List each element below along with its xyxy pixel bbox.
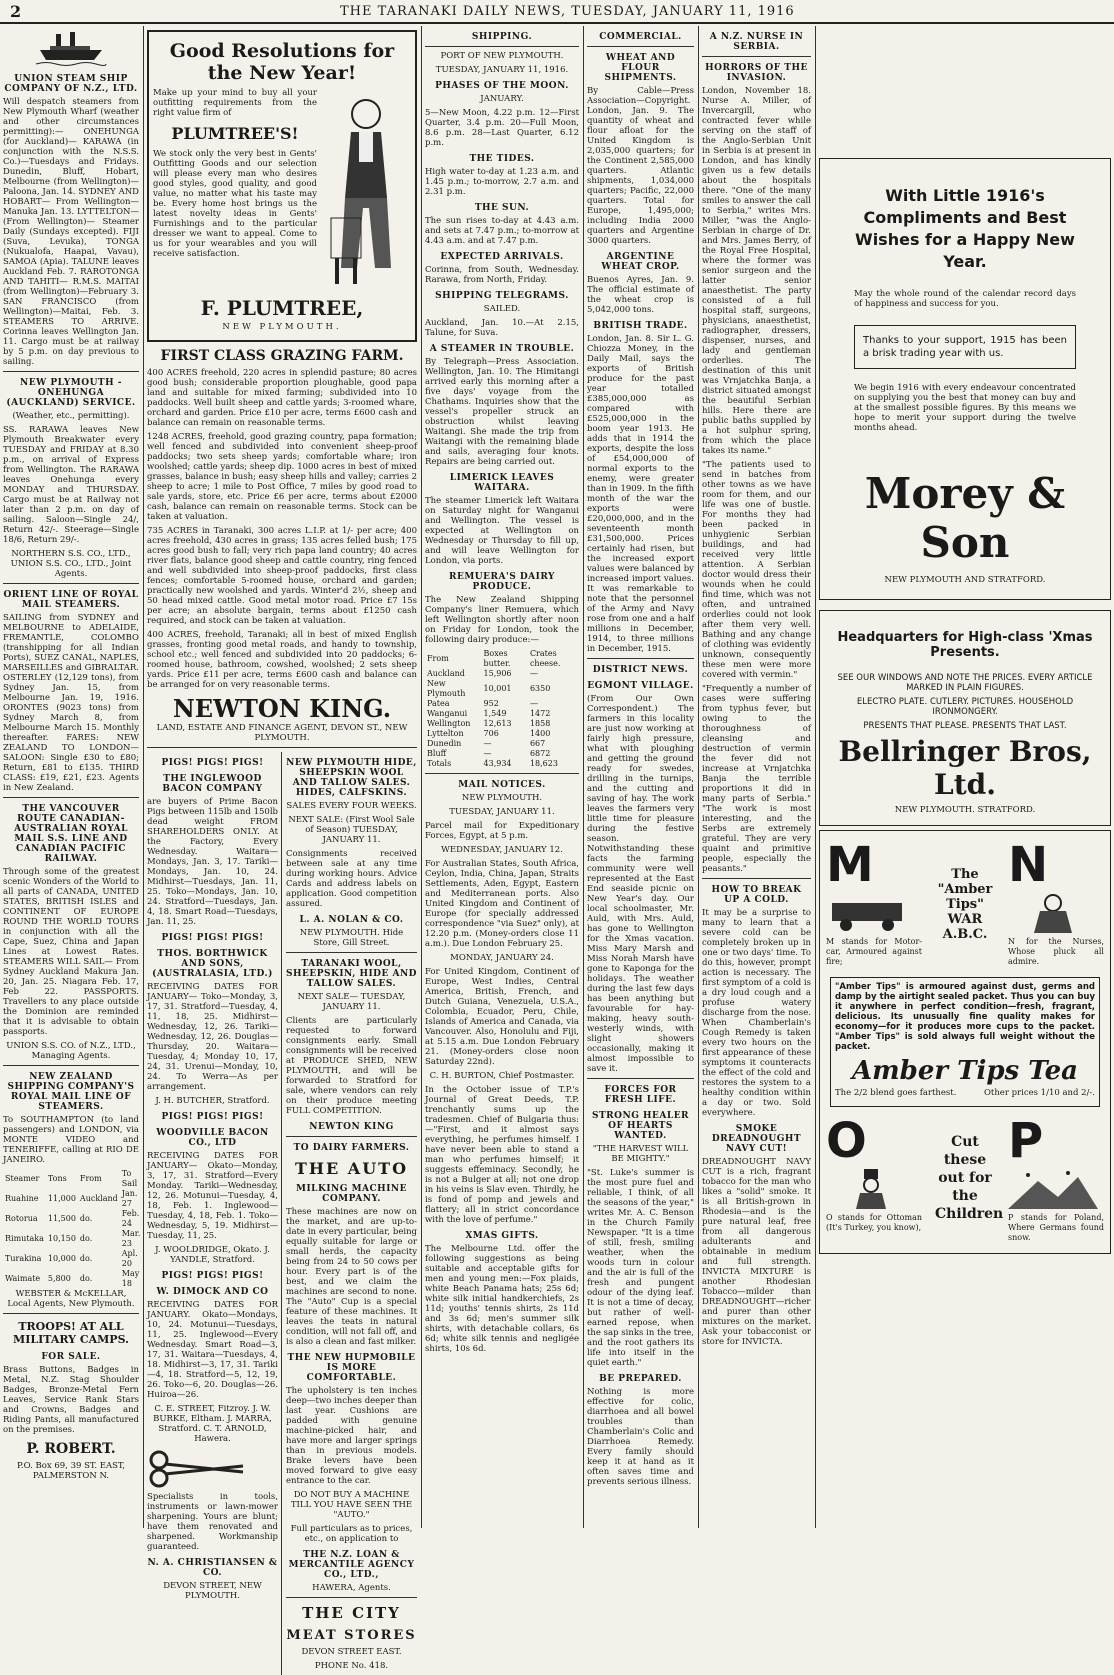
taranaki-wool-heading: TARANAKI WOOL, SHEEPSKIN, HIDE AND TALLOW SALES. [286, 959, 417, 989]
healer-heading: STRONG HEALER OF HEARTS WANTED. [591, 1111, 690, 1141]
sailed-heading: SAILED. [483, 304, 521, 314]
table-cell: Wellington [427, 719, 471, 728]
usc-text: Will despatch steamers from New Plymouth Wharf (weather and other circumstances permitting):— ONEHUNGA (for Auckland)— KARAWA (in conjunction with the N.S.S. Co.)—Tuesdays and Fridays. Dunedin, Bluff, Hobart, Melbourne (from Wellington)—Paloona, Jan. 14. SYDNEY AND HOBART— From Wellington—Manuka Jan. 13. LYTTELTON— (From Wellington)— Steamer Daily (Sundays excepted). FIJI (Suva, Levuka), TONGA (Nukualofa, Haapai, Vavau), SAMOA (Apia). TALUNE leaves Auckland Feb. 7. RAROTONGA AND TAHITI— R.M.S. MAITAI (from Wellington)—February 3. SAN FRANCISCO (from Wellington)—Maitai, Feb. 3. STEAMERS TO ARRIVE. Corinna leaves Wellington Jan. 11. Cargo must be at railway by 5 p.m. on day previous to sailing. [3, 97, 139, 367]
table-cell: Auckland [79, 1194, 118, 1203]
auto-subheading: MILKING MACHINE COMPANY. [296, 1184, 407, 1204]
table-row [3, 1209, 142, 1229]
newton-king-sub: LAND, ESTATE AND FINANCE AGENT, DEVON ST., NEW PLYMOUTH. [156, 723, 408, 743]
robert-name: P. ROBERT. [26, 1441, 116, 1457]
column-shipping-ads [3, 26, 139, 1528]
borthwick-heading: THOS. BORTHWICK AND SONS, (AUSTRALASIA, LTD.) [152, 949, 273, 979]
pigs-heading: PIGS! PIGS! PIGS! [161, 933, 264, 943]
mail-date: TUESDAY, JANUARY 11. [449, 807, 555, 817]
auto-heading: THE AUTO [295, 1159, 408, 1178]
table-cell: do. [79, 1234, 93, 1243]
plumtree-name: PLUMTREE'S! [171, 124, 299, 143]
column-rule [143, 26, 144, 1528]
sun-heading: THE SUN. [474, 203, 530, 213]
nzs-heading: NEW ZEALAND SHIPPING COMPANY'S ROYAL MAIL LINE OF STEAMERS. [7, 1072, 135, 1112]
dimock-signature: C. E. STREET, Fitzroy. J. W. BURKE, Eltham. J. MARRA, Stratford. C. T. ARNOLD, Hawera. [153, 1404, 272, 1444]
table-cell: Rimutaka [5, 1234, 44, 1243]
plumtree-intro: Make up your mind to buy all your outfitting requirements from the right value firm of [153, 88, 317, 118]
egmont-text: (From Our Own Correspondent.) The farmers in this locality are just now working at fairly high pressure, what with ploughing and getting the ground ready for swedes, drilling in the turnips, and the cutting and saving of hay. The work leaves the farmers very little time for pleasure during the festive season. Notwithstanding these facts the farming community were well represented at the East End seaside picnic on New Year's day. Our local schoolmaster, Mr. Auld, with Mrs. Auld, has gone to Wellington for the Xmas vacation. Miss Mary Marsh and Miss Norah Marsh have gone to Kaponga for the holidays. The weather during the last few days has been anything but favourable for hay-making, heavy south-westerly winds, with slight showers occasionally, making it almost impossible to save it. [587, 694, 694, 1074]
np-agents: NORTHERN S.S. CO., LTD., UNION S.S. CO., LTD., Joint Agents. [10, 549, 132, 579]
dimock-text: RECEIVING DATES FOR JANUARY. Okato—Mondays, 10, 24. Motunui—Tuesdays, 11, 25. Inglewood—Every Wednesday. Smart Road—3, 17, 31. Waitara—Tuesdays, 4, 18. Midhirst—3, 17, 31. Tariki—4, 18. Stratford—5, 12, 19, 26. Toko—6, 20. Douglas—26. Huiroa—26. [147, 1300, 278, 1400]
table-cell: 43,934 [483, 759, 512, 768]
table-cell: Apl. 20 [121, 1249, 138, 1268]
table-header: Tons [47, 1174, 67, 1183]
moon-text: 5—New Moon, 4.22 p.m. 12—First Quarter, 3.4 p.m. 20—Full Moon, 8.6 p.m. 28—Last Quarter, 6.12 p.m. [425, 108, 579, 148]
christiansen-heading: N. A. CHRISTIANSEN & CO. [147, 1558, 278, 1578]
loan-heading: THE N.Z. LOAN & MERCANTILE AGENCY CO., LTD., [288, 1550, 415, 1580]
egmont-heading: EGMONT VILLAGE. [587, 681, 694, 691]
divider [3, 583, 139, 584]
farm-1248: 1248 ACRES, freehold, good grazing country, papa formation; well fenced and subdivided into convenient sheep-proof paddocks; two sets sheep yards; comfortable whare; iron woolshed; cattle yards; sheep dip. 1000 acres in best of mixed grasses, balance in bush; easy sheep hills and valley; carries 2 sheep to acre; 1 mile to Post Office, 7 miles by good road to sale yards, store, etc. Price £6 per acre, terms about £2000 cash, balance can remain on reasonable terms. Stock can be taken at valuation. [147, 432, 417, 522]
loan-town: HAWERA, Agents. [312, 1583, 391, 1593]
british-trade-text: London, Jan. 8. Sir L. G. Chiozza Money, in the Daily Mail, says the exports of British produce for the past year totalled £385,000,000 as compared with £525,000,000 in the boom year 1913. He adds that in 1914 the exports, despite the loss of £54,000,000 of normal exports to the enemy, were greater than in 1909. In the fifth month of the war the exports were £20,000,000, and in the seventeenth month £31,500,000. Prices certainly had risen, but the increased export values were balanced by increased import values. It was remarkable to note that the personnel of the Army and Navy rose from one and a half millions in December, 1914, to three millions in December, 1915. [587, 334, 694, 654]
hq-heading: Headquarters for High-class 'Xmas Presents. [837, 630, 1093, 660]
usc-heading: UNION STEAM SHIP COMPANY OF N.Z., LTD. [4, 74, 138, 94]
mail-text-3: For United Kingdom, Continent of Europe, West Indies, Central America, British, French, and Dutch Guiana, Venezuela, U.S.A., Colombia, Ecuador, Peru, Chile, Islands of America and Canada, via Vancouver. Also, Honolulu and Fiji, at 5.15 a.m. Due London February 21. (Money-orders close noon Saturday 22nd). [425, 967, 579, 1067]
masthead [0, 0, 1114, 24]
farm-400: 400 ACRES freehold, 220 acres in splendid pasture; 80 acres good bush; considerable proportion ploughable, good papa land and suitable for mixed farming; subdivided into 10 paddocks. Well built sheep and cattle yards; 3-roomed whare, orchard and garden. Price £10 per acre, terms £600 cash and balance can remain on reasonable terms. [147, 368, 417, 428]
table-cell: Lyttelton [427, 729, 464, 738]
divider [3, 371, 139, 372]
table-cell: 6872 [529, 749, 551, 758]
table-cell: New Plymouth [427, 679, 466, 698]
scissors-text: Specialists in tools, instruments or lawn-mower sharpening. Yours are blunt; have them renovated and sharpened. Workmanship guaranteed. [147, 1492, 278, 1552]
shipping-heading: SHIPPING. [471, 32, 533, 42]
auto-warning: DO NOT BUY A MACHINE TILL YOU HAVE SEEN THE "AUTO." [290, 1490, 413, 1520]
vancouver-agents: UNION S.S. CO. of N.Z., LTD., Managing Agents. [6, 1041, 136, 1061]
inglewood-heading: THE INGLEWOOD BACON COMPANY [162, 774, 263, 794]
tides-heading: THE TIDES. [469, 154, 535, 164]
arrivals-heading: EXPECTED ARRIVALS. [440, 252, 564, 262]
amber-blend: The 2/2 blend goes farthest. [835, 1088, 957, 1098]
farm-400b: 400 ACRES, freehold, Taranaki; all in best of mixed English grasses, fronting good metal roads, and handy to township, school etc.; well fenced and subdivided into 20 paddocks; 6-roomed house, bathroom, cowshed, woolshed; 2 sets sheep yards. Price £11 per acre, terms £600 cash and balance can be arranged for on very reasonable terms. [147, 630, 417, 690]
commercial-heading: COMMERCIAL. [599, 32, 682, 42]
troops-heading: TROOPS! AT ALL MILITARY CAMPS. [13, 1320, 129, 1346]
table-cell: May 18 [121, 1269, 140, 1288]
column-nurse-serbia [702, 26, 811, 1528]
city-heading: THE CITY [302, 1604, 401, 1622]
thanks-box [854, 325, 1076, 369]
column-rule [698, 26, 699, 1528]
abc-m-caption: M stands for Motor-car, Armoured against fire; [826, 937, 922, 966]
abc-letter-m: M [826, 837, 874, 893]
table-header: From [79, 1174, 102, 1183]
amber-logo: Amber Tips Tea [851, 1056, 1078, 1086]
dairy-heading: TO DAIRY FARMERS. [293, 1143, 410, 1153]
table-cell: do. [79, 1274, 93, 1283]
table-cell: do. [79, 1214, 93, 1223]
vancouver-heading: THE VANCOUVER ROUTE CANADIAN-AUSTRALIAN ROYAL MAIL S.S. LINE AND CANADIAN PACIFIC RAILWAY. [14, 804, 128, 864]
spacer [819, 26, 1111, 154]
table-cell: 10,000 [47, 1254, 76, 1263]
hupmobile-text: The upholstery is ten inches deep—two inches deeper than last year. Cushions are padded with genuine machine-picked hair, and have more and larger springs than in previous models. Brake levers have been moved forward to give easy entrance to the car. [286, 1386, 417, 1486]
table-cell: Ruahine [5, 1194, 39, 1203]
plumtree-ad [147, 30, 417, 342]
divider [702, 56, 811, 57]
sun-text: The sun rises to-day at 4.43 a.m. and sets at 7.47 p.m.; to-morrow at 4.43 a.m. and at 7.47 p.m. [425, 216, 579, 246]
mail-heading: MAIL NOTICES. [458, 780, 546, 790]
nurse-text-3: "Frequently a number of cases were suffering from typhus fever, but owing to the thoroughness of cleansing and destruction of vermin the fever did not increase at Vrnjatchka Banja the terrible proportions it did in many parts of Serbia." "The work is most interesting, and the Serbs are extremely grateful. They are very quaint and primitive people, especially the peasants." [702, 684, 811, 874]
farm-735: 735 ACRES in Taranaki, 300 acres L.I.P. at 1/- per acre; 400 acres freehold, 430 acres in grass; 135 acres felled bush; 175 acres good bush to fall; very rich papa land country; 40 acres river flats, balance good sheep and cattle country, ring fenced and well subdivided into sheep-proof paddocks, first class fences; comfortable 5-roomed house, orchard and garden; practically new woolshed and yards. Winter'd 2½, sheep and 50 head mixed cattle. Good metal motor road. Price £7 15s per acre; an absolute bargain, terms about £1250 cash required, and stock can be taken at valuation. [147, 526, 417, 626]
plumtree-body: We stock only the very best in Gents' Outfitting Goods and our selection will please every man who desires good styles, good quality, and good value, no matter what his taste may be. Every home host brings us the latest novelty ideas in Gents' Furnishings and to the particular dresser we want to appeal. Come to us for your wearables and you will receive satisfaction. [153, 149, 317, 259]
trouble-text: By Telegraph—Press Association. Wellington, Jan. 10. The Himitangi arrived early this morning after a five days' voyage from the Chathams. Inquiries show that the vessel's propeller struck an obstruction whilst leaving Waitangi. She made the trip from Waitangi with the remaining blade and sails, averaging four knots. Repairs are being carried out. [425, 357, 579, 467]
column-rule [815, 26, 816, 1528]
morey-name: Morey & Son [864, 469, 1066, 567]
newspaper-title: THE TARANAKI DAILY NEWS, TUESDAY, JANUARY 11, 1916 [340, 4, 795, 19]
column-rule [421, 26, 422, 1528]
np-text: SS. RARAWA leaves New Plymouth Breakwater every TUESDAY and FRIDAY at 8.30 p.m., on arrival of Express from Wellington. The RARAWA leaves Onehunga every MONDAY and THURSDAY. Cargo must be at Railway not later than 2 p.m. on day of sailing. Saloon—Single 24/, Return 42/-. Steerage—Single 18/6, Return 29/-. [3, 425, 139, 545]
divider [3, 1065, 139, 1066]
np-sub: (Weather, etc., permitting). [12, 411, 130, 421]
moon-heading: PHASES OF THE MOON. [435, 81, 569, 91]
table-cell: Rotorua [5, 1214, 38, 1223]
table-cell: 1858 [529, 719, 551, 728]
table-header-row [425, 649, 579, 669]
table-cell: Feb. 24 [121, 1209, 140, 1228]
table-cell: Bluff [427, 749, 447, 758]
bellringer-ad [819, 610, 1111, 826]
nurse-icon [1008, 893, 1098, 933]
sailings-table [3, 1169, 142, 1289]
district-news-heading: DISTRICT NEWS. [592, 665, 689, 675]
table-row [3, 1269, 142, 1289]
table-header-row [3, 1169, 142, 1189]
taranaki-wool-signature: NEWTON KING [309, 1122, 394, 1132]
vancouver-text: Through some of the greatest scenic Wonders of the World to all parts of CANADA, UNITED STATES, BRITISH ISLES and CONTINENT OF EUROPE ROUND THE WORLD TOURS in conjunction with all the Cape, Suez, China and Japan Lines at Lowest Rates. STEAMERS WILL SAIL— From Sydney Auckland Makura Jan. 20, Jan. 25. Niagara Feb. 17, Feb 22. PASSPORTS. Travellers to any place outside the Dominion are reminded that it is advisable to obtain passports. [3, 867, 139, 1037]
table-cell: 952 [483, 699, 499, 708]
nurse-text-1: London, November 18. Nurse A. Miller, of Invercargill, who contracted fever while serving on the staff of the Anglo-Serbian Unit in Serbia is at present in London, and has kindly given us a few details about the hospitals there. "One of the many smiles to answer the call to Serbia," writes Mrs. Miller, "was the Anglo-Serbian in charge of Dr. and Mrs. James Berry, of the Royal Free Hospital, where the former was senior surgeon and the latter senior anaesthetist. The party consisted of a full hospital staff, surgeons, physicians, anaesthetist, radiographer, dressers, dispenser, nurses, and lady and gentleman orderlies. The destination of this unit was Vrnjatchka Banja, a district situated amongst the beautiful Serbian hills. Here there are public baths supplied by a hot sulphur spring, from which the place takes its name." [702, 86, 811, 456]
limerick-heading: LIMERICK LEAVES WAITARA. [449, 473, 555, 493]
table-header: Crates cheese. [529, 649, 561, 668]
table-row [425, 699, 579, 709]
begin-text: We begin 1916 with every endeavour concentrated on supplying you the best that money can buy and at the smallest possible figures. By this means we hope to merit your support during the twelve months ahead. [854, 383, 1076, 433]
morey-ad [819, 158, 1111, 600]
thanks-text: Thanks to your support, 1915 has been a brisk trading year with us. [863, 335, 1067, 359]
table-cell: 18,623 [529, 759, 558, 768]
table-cell: Totals [427, 759, 452, 768]
table-row [425, 719, 579, 729]
divider [702, 878, 811, 879]
table-row [3, 1189, 142, 1209]
table-row [425, 709, 579, 719]
greeting-text: May the whole round of the calendar record days of happiness and success for you. [854, 289, 1076, 309]
mail-np: NEW PLYMOUTH. [461, 793, 543, 803]
taranaki-wool-text: Clients are particularly requested to forward consignments early. Small consignments will be received at PRODUCE SHED, NEW PLYMOUTH, and will be forwarded to Stratford for sale, where vendors can rely on their produce meeting FULL COMPETITION. [286, 1016, 417, 1116]
british-trade-heading: BRITISH TRADE. [593, 321, 688, 331]
mail-wednesday: WEDNESDAY, JANUARY 12. [441, 845, 563, 855]
abc-letter-o: O [826, 1113, 867, 1169]
hupmobile-heading: THE NEW HUPMOBILE IS MORE COMFORTABLE. [287, 1353, 416, 1383]
table-row [3, 1249, 142, 1269]
remuera-text: The New Zealand Shipping Company's liner Remuera, which left Wellington shortly after noon on Friday for London, took the following dairy produce:— [425, 595, 579, 645]
woodville-signature: J. WOOLDRIDGE, Okato. J. YANDLE, Stratford. [155, 1245, 270, 1265]
forces-heading: FORCES FOR FRESH LIFE. [604, 1085, 677, 1105]
divider [587, 658, 694, 659]
abc-letter-p: P [1008, 1113, 1044, 1169]
woodville-heading: WOODVILLE BACON CO., LTD [156, 1128, 269, 1148]
table-row [425, 759, 579, 769]
table-cell: — [483, 739, 492, 748]
shipping-date: TUESDAY, JANUARY 11, 1916. [435, 65, 569, 75]
table-row [425, 679, 579, 699]
hide-sales-frequency: SALES EVERY FOUR WEEKS. [286, 801, 417, 811]
woodville-text: RECEIVING DATES FOR JANUARY— Okato—Monday, 3, 17, 31. Stratford—Every Monday. Tariki—Wednesday, 12, 26. Motunui—Tuesday, 4, 18, Feb. 1. Inglewood—Tuesday, 4, 18, Feb. 1. Toko—Wednesday, 5, 19. Midhirst—Tuesday, 11, 25. [147, 1151, 278, 1241]
prepared-heading: BE PREPARED. [599, 1374, 682, 1384]
nolan-address: NEW PLYMOUTH. Hide Store, Gill Street. [299, 928, 404, 948]
abc-n-caption: N for the Nurses, Whose pluck all admire. [1008, 937, 1104, 966]
meat-stores-address: DEVON STREET EAST. [301, 1647, 402, 1657]
column-shipping-news [425, 26, 579, 1528]
divider [425, 46, 579, 47]
table-cell: Patea [427, 699, 450, 708]
pigs-heading: PIGS! PIGS! PIGS! [161, 758, 264, 768]
pigs-heading: PIGS! PIGS! PIGS! [161, 1112, 264, 1122]
table-cell: 12,613 [483, 719, 512, 728]
page-number: 2 [10, 2, 22, 21]
table-cell: Dunedin [427, 739, 462, 748]
telegrams-heading: SHIPPING TELEGRAMS. [435, 291, 569, 301]
farm-heading: FIRST CLASS GRAZING FARM. [160, 348, 404, 364]
table-row [3, 1229, 142, 1249]
amber-tips-ad [819, 830, 1111, 1254]
table-cell: Turakina [5, 1254, 42, 1263]
nolan-heading: L. A. NOLAN & CO. [299, 915, 404, 925]
table-header: From [427, 654, 449, 663]
auto-text: These machines are now on the market, and are up-to-date in every particular, being equally suitable for large or small herds, the capacity being from 24 to 50 cows per hour. Every part is of the best, and we claim the machines are second to none. The "Auto" Cup is a special feature of these machines. It leaves the teats in natural condition, will not fall off, and is also a clean and fast milker. [286, 1207, 417, 1347]
nurse-text-2: "The patients used to send in batches from other towns as we have room for them, and our life was one of bustle. For months they had been packed in unhygienic Serbian buildings, and had received very little attention. A Serbian doctor would dress their wounds when he could find time, which was not often, and untrained orderlies could not look after them very well. Bathing and any change of clothing was evidently unknown, consequently these men were more covered with vermin." [702, 460, 811, 680]
smoke-text: DREADNOUGHT NAVY CUT is a rich, fragrant tobacco for the man who likes a "solid" smoke. It is all British-grown in Rhodesia—and is the pure natural leaf, free from all dangerous adulterants and obtainable in medium and full strength. INVICTA MIXTURE is another Rhodesian Tobacco—milder than DREADNOUGHT—richer and purer than other mixtures on the market. Ask your tobacconist or store for INVICTA. [702, 1157, 811, 1347]
pigs-heading: PIGS! PIGS! PIGS! [161, 1271, 264, 1281]
hq-text: SEE OUR WINDOWS AND NOTE THE PRICES. EVERY ARTICLE MARKED IN PLAIN FIGURES. [837, 673, 1093, 693]
cold-heading: HOW TO BREAK UP A COLD. [711, 885, 802, 905]
table-cell: 5,800 [47, 1274, 71, 1283]
table-header: Boxes butter. [483, 649, 511, 668]
limerick-text: The steamer Limerick left Waitara on Saturday night for Wanganui and Wellington. The vessel is expected at Wellington on Wednesday or Thursday to fill up, and will leave Wellington for London, via ports. [425, 496, 579, 566]
arrivals-text: Corinna, from South, Wednesday. Rarawa, from North, Friday. [425, 265, 579, 285]
table-cell: 1472 [529, 709, 551, 718]
divider [286, 952, 417, 953]
newton-king-heading: NEWTON KING. [172, 694, 392, 723]
hq-last: PRESENTS THAT PLEASE. PRESENTS THAT LAST. [863, 721, 1067, 731]
port-heading: PORT OF NEW PLYMOUTH. [440, 51, 564, 61]
mail-monday: MONDAY, JANUARY 24. [450, 953, 554, 963]
amber-text-box [830, 977, 1100, 1107]
column-right-ads [819, 26, 1111, 1528]
dairy-produce-table [425, 649, 579, 769]
plumtree-heading: Good Resolutions for the New Year! [169, 40, 395, 84]
ottoman-figure-icon [826, 1169, 916, 1209]
troops-text: Brass Buttons, Badges in Metal, N.Z. Stag Shoulder Badges, Bronze-Metal Fern Leaves, Service Rank Stars and Crowns, Badges and Riding Pants, all manufactured on the premises. [3, 1365, 139, 1435]
mail-signature: C. H. BURTON, Chief Postmaster. [429, 1071, 575, 1081]
war-text: In the October issue of T.P.'s Journal of Great Deeds, T.P. trenchantly sums up the tradesmen. Chief of Bulgaria thus:—"First, and it almost says everything, he perfumes himself. I have never been able to stand a man who perfumes himself; it suggests effeminacy. Secondly, he is not a Bulger at all; not one drop in his veins is Slav even. Thirdly, he is fond of pomp and jewels and flattery; all in strict concordance with the love of perfume." [425, 1085, 579, 1225]
mail-text-1: Parcel mail for Expeditionary Forces, Egypt, at 5 p.m. [425, 821, 579, 841]
borthwick-signature: J. H. BUTCHER, Stratford. [155, 1096, 270, 1106]
scissors-icon [147, 1448, 247, 1488]
table-cell: — [529, 669, 538, 678]
divider [425, 773, 579, 774]
auto-agents: Full particulars as to prices, etc., on application to [290, 1524, 413, 1544]
hide-sales-heading: NEW PLYMOUTH HIDE, SHEEPSKIN WOOL AND TALLOW SALES. HIDES, CALFSKINS. [286, 758, 417, 798]
table-cell: Jan. 27 [121, 1189, 138, 1208]
snow-scene-icon [1008, 1169, 1098, 1209]
remuera-heading: REMUERA'S DAIRY PRODUCE. [449, 572, 555, 592]
xmas-heading: XMAS GIFTS. [465, 1231, 539, 1241]
harvest-heading: "THE HARVEST WILL BE MIGHTY." [592, 1144, 689, 1164]
divider [587, 46, 694, 47]
argentine-heading: ARGENTINE WHEAT CROP. [601, 252, 680, 272]
table-cell: do. [79, 1254, 93, 1263]
table-cell: 10,001 [483, 684, 512, 693]
argentine-text: Buenos Ayres, Jan. 9. The official estimate of the wheat crop is 5,042,000 tons. [587, 275, 694, 315]
table-cell: Wanganui [427, 709, 468, 718]
table-cell: Waimate [5, 1274, 41, 1283]
table-cell: 1400 [529, 729, 551, 738]
divider [3, 797, 139, 798]
amber-text: "Amber Tips" is armoured against dust, germs and damp by the airtight sealed packet. Thus you can buy it anywhere in perfect condition—fresh, fragrant, delicious. Its unusually fine quality makes for economy—for it produces more cups to the packet. "Amber Tips" is sold always full weight without the packet. [835, 982, 1095, 1052]
wheat-text: By Cable—Press Association—Copyright. London, Jan. 9. The quantity of wheat and flour afloat for the United Kingdom is 2,035,000 quarters; for the Continent 2,585,000 quarters. Atlantic shipments, 1,034,000 quarters; Pacific, 22,000 quarters. Total for Europe, 1,495,000; including India 2000 quarters and Argentine 3000 quarters. [587, 86, 694, 246]
greeting-heading: With Little 1916's Compliments and Best Wishes for a Happy New Year. [855, 186, 1075, 271]
table-row [425, 749, 579, 759]
meat-stores-heading: MEAT STORES [286, 1628, 417, 1643]
trouble-heading: A STEAMER IN TROUBLE. [429, 344, 575, 354]
mail-text-2: For Australian States, South Africa, Ceylon, India, China, Japan, Straits Settlements, Aden, Egypt, Eastern and Mediterranean ports. Also United Kingdom and Continent of Europe (for specially addressed correspondence "via Suez" only), at 12.20 p.m. (Money-orders close 11 a.m.). Due London February 25. [425, 859, 579, 949]
table-cell: Mar. 23 [121, 1229, 141, 1248]
nurse-heading: A N.Z. NURSE IN SERBIA. [709, 32, 804, 52]
smoke-heading: SMOKE DREADNOUGHT NAVY CUT! [711, 1124, 802, 1154]
divider [286, 1597, 417, 1598]
cut-out-text: Cut these out for the Children [935, 1134, 1004, 1222]
harvest-text: "St. Luke's summer is the most pure fuel and reliable, I think, of all the seasons of the year," writes Mr. A. C. Benson in the Church Family Newspaper. "It is a time of still, fresh, smiling weather, when the woods turn in colour and the air is full of the fresh and pungent odour of the dying leaf. It is not a time of decay, but rather of well-earned repose, when the sap sinks in the tree, and the root gathers its life into itself in the quiet earth." [587, 1168, 694, 1368]
amber-prices: Other prices 1/10 and 2/-. [983, 1088, 1095, 1098]
meat-stores-phone: PHONE No. 418. [314, 1661, 389, 1671]
table-cell: Auckland [427, 669, 465, 678]
hide-sales-text: Consignments received between sale at any time during working hours. Advice Cards and address labels on application. Good competition assured. [286, 849, 417, 909]
robert-address: P.O. Box 69, 39 ST. EAST, PALMERSTON N. [16, 1461, 126, 1481]
prepared-text: Nothing is more effective for colic, diarrhoea and all bowel troubles than Chamberlain's Colic and Diarrhoea Remedy. Every family should keep it at hand as it often saves time and prevents serious illness. [587, 1387, 694, 1487]
table-cell: 10,150 [47, 1234, 76, 1243]
troops-sale: FOR SALE. [41, 1352, 101, 1362]
table-cell: 6350 [529, 684, 551, 693]
table-row [425, 739, 579, 749]
horrors-heading: HORRORS OF THE INVASION. [705, 63, 808, 83]
steamship-icon [36, 28, 106, 68]
column-commercial [587, 26, 694, 1528]
hq-items: ELECTRO PLATE. CUTLERY. PICTURES. HOUSEHOLD IRONMONGERY. [856, 697, 1074, 717]
table-header: Steamer [5, 1174, 40, 1183]
orient-text: SAILING from SYDNEY and MELBOURNE to ADELAIDE, FREMANTLE, COLOMBO (transhipping for all Indian Ports), SUEZ CANAL, NAPLES, MARSEILLES and GIBRALTAR. OSTERLEY (12,129 tons), from Sydney Jan. 15, from Melbourne Jan. 19, 1916. ORONTES (9023 tons) from Sydney March 8, from Melbourne March 15. Monthly thereafter. FARES: NEW ZEALAND TO LONDON— SALOON: Single £30 to £80; Return, £81 to £135. THIRD CLASS: £19, £21, £23. Agents in New Zealand. [3, 613, 139, 793]
divider [147, 747, 417, 748]
divider [286, 1136, 417, 1137]
sailed-text: Auckland, Jan. 10.—At 2.15, Talune, for Suva. [425, 318, 579, 338]
abc-title: The "Amber Tips" WAR A.B.C. [937, 867, 993, 942]
table-cell: 15,906 [483, 669, 512, 678]
abc-letter-n: N [1008, 837, 1049, 893]
divider [587, 1078, 694, 1079]
morey-towns: NEW PLYMOUTH AND STRATFORD. [884, 575, 1046, 585]
np-heading: NEW PLYMOUTH - ONEHUNGA (AUCKLAND) SERVICE. [6, 378, 136, 408]
abc-p-caption: P stands for Poland, Where Germans found snow. [1008, 1213, 1104, 1242]
table-cell: 706 [483, 729, 499, 738]
table-cell: 11,500 [47, 1214, 76, 1223]
hide-sales-next: NEXT SALE: (First Wool Sale of Season) TUESDAY, JANUARY 11. [288, 815, 415, 845]
moon-month: JANUARY. [480, 94, 524, 104]
divider [3, 1313, 139, 1314]
plumtree-town: NEW PLYMOUTH. [222, 322, 342, 332]
armoured-car-icon [826, 893, 916, 933]
tides-text: High water to-day at 1.23 a.m. and 1.45 p.m.; to-morrow, 2.7 a.m. and 2.31 p.m. [425, 167, 579, 197]
table-cell: — [483, 749, 492, 758]
table-row [425, 729, 579, 739]
table-header: To Sail [121, 1169, 138, 1188]
borthwick-text: RECEIVING DATES FOR JANUARY— Toko—Monday, 3, 17, 31. Stratford—Tuesday, 4, 11, 18, 25. Midhirst—Wednesday, 12, 26. Tariki—Wednesday, 12, 26. Douglas—Thursday, 20. Waitara—Tuesday, 4; Monday 10, 17, 24, 31. Urenui—Monday, 10, 24. To Werra—As per arrangement. [147, 982, 278, 1092]
taranaki-wool-next: NEXT SALE— TUESDAY, JANUARY 11. [297, 992, 406, 1012]
xmas-text: The Melbourne Ltd. offer the following suggestions as being suitable and acceptable gifts for men and young men:—Fox plaids, white Beach Panama hats; 25s 6d; white silk initial handkerchiefs, 2s 11d; youths' tennis shirts, 2s 11d and 3s 6d; men's summer silk shirts, with detachable collars, 6s 6d; white silk tennis and negligée shirts, 10s 6d. [425, 1244, 579, 1354]
table-row [425, 669, 579, 679]
dimock-heading: W. DIMOCK AND CO [156, 1287, 269, 1297]
table-cell: 11,000 [47, 1194, 76, 1203]
cold-text: It may be a surprise to many to learn that a severe cold can be completely broken up in one or two days' time. To do this, however, prompt action is necessary. The first symptom of a cold is a dry loud cough and a profuse watery discharge from the nose. When Chamberlain's Cough Remedy is taken every two hours on the first appearance of these symptoms it counteracts the effect of the cold and restores the system to a healthy condition within a day or two. Sold everywhere. [702, 908, 811, 1118]
wheat-heading: WHEAT AND FLOUR SHIPMENTS. [604, 53, 677, 83]
abc-o-caption: O stands for Ottoman (It's Turkey, you know), [826, 1213, 922, 1232]
table-cell: 667 [529, 739, 546, 748]
table-cell: 1,549 [483, 709, 507, 718]
orient-heading: ORIENT LINE OF ROYAL MAIL STEAMERS. [3, 590, 139, 610]
nzs-agents: WEBSTER & McKELLAR, Local Agents, New Plymouth. [7, 1289, 135, 1309]
gentleman-illustration-icon [321, 88, 411, 288]
bellringer-towns: NEW PLYMOUTH. STRATFORD. [894, 805, 1036, 815]
nzs-text: To SOUTHAMPTON (to land passengers) and LONDON, via MONTE VIDEO and TENERIFFE, calling at RIO DE JANEIRO. [3, 1115, 139, 1165]
inglewood-text: are buyers of Prime Bacon Pigs between 115lb and 150lb dead weight FROM SHAREHOLDERS ONLY. At the Factory, Every Wednesday. Waitara—Mondays, Jan. 3, 17. Tariki—Mondays, Jan. 10, 24. Midhirst—Tuesdays, Jan. 11, 25. Toko—Mondays, Jan. 10, 24. Stratford—Tuesdays, Jan. 4, 18. Smart Road—Tuesdays, Jan. 11, 25. [147, 797, 278, 927]
christiansen-address: DEVON STREET, NEW PLYMOUTH. [163, 1581, 262, 1601]
column-rule [583, 26, 584, 1528]
plumtree-signature: F. PLUMTREE, [200, 296, 364, 320]
table-cell: — [529, 699, 538, 708]
bellringer-name: Bellringer Bros, Ltd. [838, 735, 1092, 801]
column-advertisements [147, 26, 417, 1671]
